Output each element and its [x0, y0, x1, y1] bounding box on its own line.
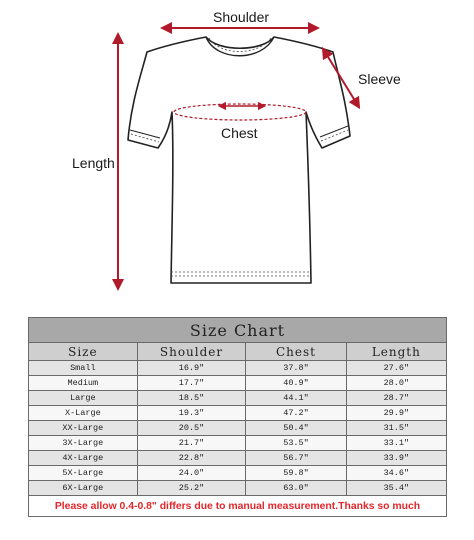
shoulder-cell: 25.2" — [137, 481, 246, 496]
size-cell: 3X-Large — [29, 436, 138, 451]
shoulder-label: Shoulder — [213, 9, 270, 25]
size-cell: 4X-Large — [29, 451, 138, 466]
length-cell: 33.9" — [346, 451, 446, 466]
column-header-length: Length — [346, 343, 446, 361]
length-cell: 35.4" — [346, 481, 446, 496]
length-cell: 29.9" — [346, 406, 446, 421]
size-cell: Large — [29, 391, 138, 406]
length-cell: 34.6" — [346, 466, 446, 481]
measurement-note: Please allow 0.4-0.8" differs due to manual measurement.Thanks so much — [29, 496, 447, 517]
chest-label: Chest — [221, 125, 258, 141]
chest-cell: 63.0" — [246, 481, 346, 496]
table-row — [29, 376, 447, 391]
table-row — [29, 391, 447, 406]
size-chart-table — [28, 317, 447, 517]
size-cell: Small — [29, 361, 138, 376]
shoulder-cell: 24.0" — [137, 466, 246, 481]
chest-cell: 37.8" — [246, 361, 346, 376]
shoulder-cell: 17.7" — [137, 376, 246, 391]
table-row — [29, 361, 447, 376]
table-row — [29, 481, 447, 496]
size-cell: 6X-Large — [29, 481, 138, 496]
table-row — [29, 406, 447, 421]
tshirt-outline — [128, 37, 350, 283]
chest-cell: 50.4" — [246, 421, 346, 436]
chest-cell: 53.5" — [246, 436, 346, 451]
length-cell: 27.6" — [346, 361, 446, 376]
shoulder-cell: 16.9" — [137, 361, 246, 376]
length-cell: 31.5" — [346, 421, 446, 436]
shoulder-cell: 22.8" — [137, 451, 246, 466]
chest-cell: 56.7" — [246, 451, 346, 466]
length-cell: 28.7" — [346, 391, 446, 406]
chest-cell: 40.9" — [246, 376, 346, 391]
column-header-shoulder: Shoulder — [137, 343, 246, 361]
chest-cell: 59.8" — [246, 466, 346, 481]
size-cell: X-Large — [29, 406, 138, 421]
sleeve-label: Sleeve — [358, 71, 401, 87]
table-row — [29, 451, 447, 466]
length-cell: 33.1" — [346, 436, 446, 451]
size-cell: XX-Large — [29, 421, 138, 436]
size-cell: Medium — [29, 376, 138, 391]
shoulder-cell: 21.7" — [137, 436, 246, 451]
table-row — [29, 421, 447, 436]
size-chart-title: Size Chart — [29, 318, 447, 343]
table-row — [29, 466, 447, 481]
size-cell: 5X-Large — [29, 466, 138, 481]
shoulder-cell: 18.5" — [137, 391, 246, 406]
shoulder-cell: 19.3" — [137, 406, 246, 421]
chest-cell: 44.1" — [246, 391, 346, 406]
length-label: Length — [72, 155, 115, 171]
column-header-chest: Chest — [246, 343, 346, 361]
shoulder-cell: 20.5" — [137, 421, 246, 436]
chest-cell: 47.2" — [246, 406, 346, 421]
length-cell: 28.0" — [346, 376, 446, 391]
table-row — [29, 436, 447, 451]
column-header-size: Size — [29, 343, 138, 361]
